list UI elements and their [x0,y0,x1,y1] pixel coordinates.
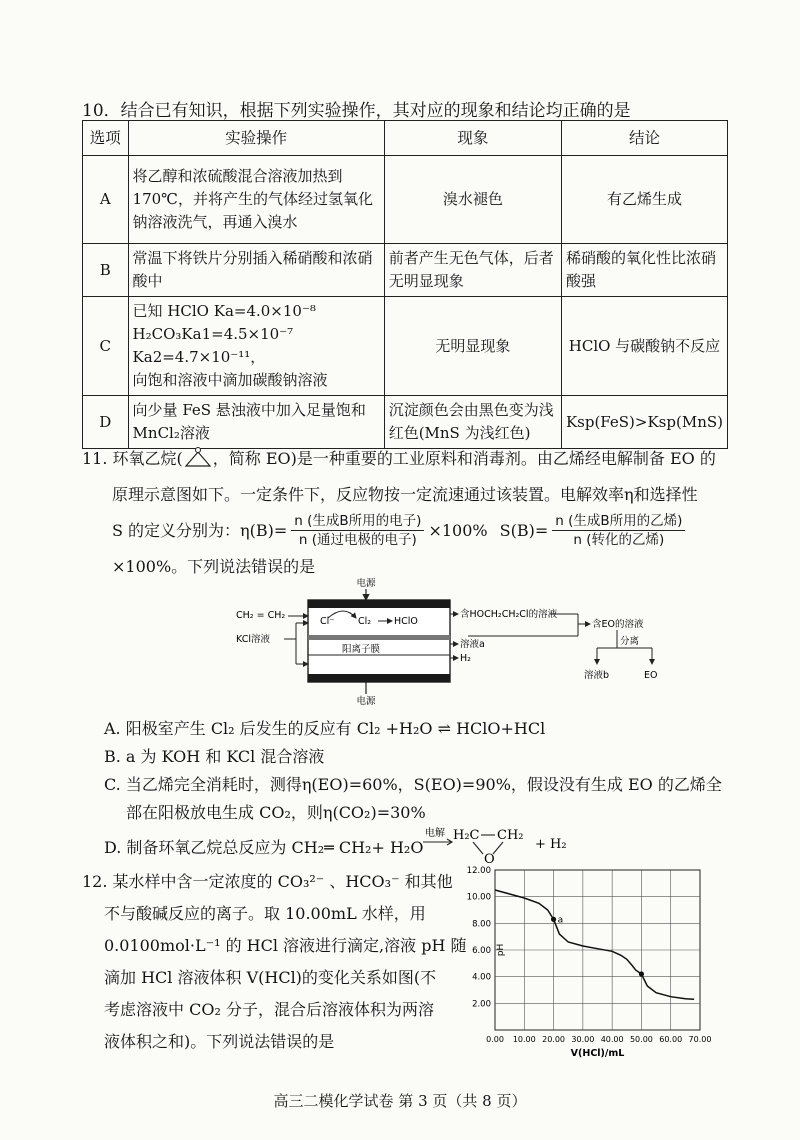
eta-label: S 的定义分别为：η(B)= [112,520,288,540]
row-phenomenon: 沉淀颜色会由黑色变为浅红色(MnS 为浅红色) [384,396,561,449]
page-footer: 高三二模化学试卷 第 3 页（共 8 页） [273,1092,527,1110]
row-operation: 向少量 FeS 悬浊液中加入足量饱和MnCl₂溶液 [128,396,384,449]
eta-tail: ×100% [428,520,488,540]
row-option: A [83,156,129,244]
epoxide-product-structure [423,826,573,866]
hclo-label: HClO [394,616,418,627]
row-option: B [83,244,129,297]
eta-numerator: n (生成B所用的电子) [291,512,424,531]
kcl-label: KCl溶液 [236,634,270,645]
solution-a-label: 溶液a [460,639,485,650]
x-tick-label: 20.00 [542,1035,566,1044]
y-tick-label: 8.00 [472,919,491,930]
titration-chart [455,862,715,1062]
s-numerator: n (生成B所用的乙烯) [552,512,685,531]
row-conclusion: 稀硝酸的氧化性比浓硝酸强 [561,244,727,297]
table-row [83,297,728,396]
eta-denominator: n (通过电极的电子) [298,532,417,548]
y-tick-label: 4.00 [472,972,491,983]
table-header-row [83,121,728,156]
cell-body [308,600,450,682]
q11-line-1-part-a: 11. 环氧乙烷( [82,449,183,468]
q11-line-2: 原理示意图如下。一定条件下，反应物按一定流速通过该装置。电解效率η和选择性 [112,485,698,504]
option-d-text: D. 制备环氧乙烷总反应为 CH₂═ CH₂+ H₂O [104,837,424,857]
row-operation: 常温下将铁片分别插入稀硝酸和浓硝酸中 [128,244,384,297]
eta-fraction [291,512,424,549]
q12-line: 12. 某水样中含一定浓度的 CO₃²⁻ 、HCO₃⁻ 和其他 [82,872,453,891]
header-conclusion: 结论 [561,121,727,156]
operation-line: H₂CO₃Ka1=4.5×10⁻⁷ Ka2=4.7×10⁻¹¹， [132,325,294,366]
row-phenomenon: 溴水褪色 [384,156,561,244]
y-tick-label: 10.00 [466,892,491,903]
bottom-electrode [308,674,450,682]
operation-line: 已知 HClO Ka=4.0×10⁻⁸ [132,302,316,320]
row-option: D [83,396,129,449]
data-point [551,917,556,922]
power-bottom-label: 电源 [356,696,376,706]
top-electrode [308,600,450,608]
x-tick-label: 60.00 [659,1035,683,1044]
x-tick-label: 70.00 [688,1035,712,1044]
x-tick-label: 50.00 [629,1035,653,1044]
h2-product: + H₂ [535,837,568,852]
y-tick-label: 6.00 [472,946,491,956]
q11-definitions [112,512,685,549]
ch2-label: CH₂ [497,828,524,843]
q11-option-c-line1: C. 当乙烯完全消耗时，测得η(EO)=60%，S(EO)=90%，假设没有生成 EO 的乙烯全 [104,775,722,794]
electrolysis-condition: 电解 [425,828,446,839]
header-option: 选项 [83,121,129,156]
question-10-title: 10．结合已有知识，根据下列实验操作，其对应的现象和结论均正确的是 [82,101,631,121]
row-conclusion: Ksp(FeS)>Ksp(MnS) [561,396,727,449]
experiment-table [82,120,728,449]
row-operation: 将乙醇和浓硫酸混合溶液加热到170℃，并将产生的气体经过氢氧化钠溶液洗气，再通入溴水 [128,156,384,244]
row-conclusion: HClO 与碳酸钠不反应 [561,297,727,396]
ph-curve [495,890,694,999]
s-fraction [552,512,685,549]
q11-option-a: A. 阳极室产生 Cl₂ 后发生的反应有 Cl₂ +H₂O ⇌ HClO+HCl [104,719,546,738]
cation-membrane [308,635,450,640]
epoxide-ring-icon [183,446,213,468]
oxygen-label: O [484,852,496,866]
q12-line: 液体积之和)。下列说法错误的是 [104,1032,335,1051]
data-point [639,971,644,976]
row-phenomenon: 前者产生无色气体，后者无明显现象 [384,244,561,297]
header-operation: 实验操作 [128,121,384,156]
q12-text [82,866,467,1058]
x-tick-label: 30.00 [571,1035,595,1044]
electrolysis-diagram [232,578,672,706]
s-denominator: n (转化的乙烯) [573,532,665,548]
membrane-label: 阳离子膜 [342,644,381,655]
q11-option-c-line2: 部在阳极放电生成 CO₂，则η(CO₂)=30% [126,803,426,822]
h2-label: H₂ [460,653,471,664]
q11-option-d [104,826,573,866]
q11-line-1-part-b: ，简称 EO)是一种重要的工业原料和消毒剂。由乙烯经电解制备 EO 的 [212,449,716,468]
separate-label: 分离 [620,636,640,647]
y-tick-label: 12.00 [466,866,491,876]
operation-line: 向饱和溶液中滴加碳酸钠溶液 [132,371,328,389]
h2c-label: H₂C [453,828,480,843]
row-operation [128,297,384,396]
table-row [83,156,728,244]
q12-line: 0.0100mol·L⁻¹ 的 HCl 溶液进行滴定,溶液 pH 随 [104,936,467,955]
x-tick-label: 0.00 [486,1035,504,1044]
q11-line-1 [82,444,716,474]
ethylene-label: CH₂ = CH₂ [236,610,286,621]
q12-line: 不与酸碱反应的离子。取 10.00mL 水样，用 [104,904,426,923]
eo-solution-label: 含EO的溶液 [592,619,644,630]
x-axis-label: V(HCl)/mL [570,1048,625,1059]
q11-line-4: ×100%。下列说法错误的是 [112,557,316,576]
row-conclusion: 有乙烯生成 [561,156,727,244]
point-label: a [557,915,564,926]
power-top-label: 电源 [356,578,376,589]
solution-b-label: 溶液b [584,670,610,681]
row-option: C [83,297,129,396]
y-tick-label: 2.00 [472,999,491,1010]
x-tick-label: 40.00 [600,1035,624,1044]
s-label: S(B)= [499,520,549,540]
outlet-1-label: 含HOCH₂CH₂Cl的溶液 [460,609,558,620]
eo-label: EO [644,670,658,681]
q12-line: 考虑溶液中 CO₂ 分子，混合后溶液体积为两溶 [104,1000,434,1019]
table-row [83,244,728,297]
q11-option-b: B. a 为 KOH 和 KCl 混合溶液 [104,747,325,766]
row-phenomenon: 无明显现象 [384,297,561,396]
header-phenomenon: 现象 [384,121,561,156]
x-tick-label: 10.00 [512,1035,536,1044]
cl-ion-label: Cl⁻ [320,616,335,627]
cl2-label: Cl₂ [358,616,372,627]
y-axis-label: pH [496,943,506,957]
q12-line: 滴加 HCl 溶液体积 V(HCl)的变化关系如图(不 [104,968,437,987]
table-row [83,396,728,449]
